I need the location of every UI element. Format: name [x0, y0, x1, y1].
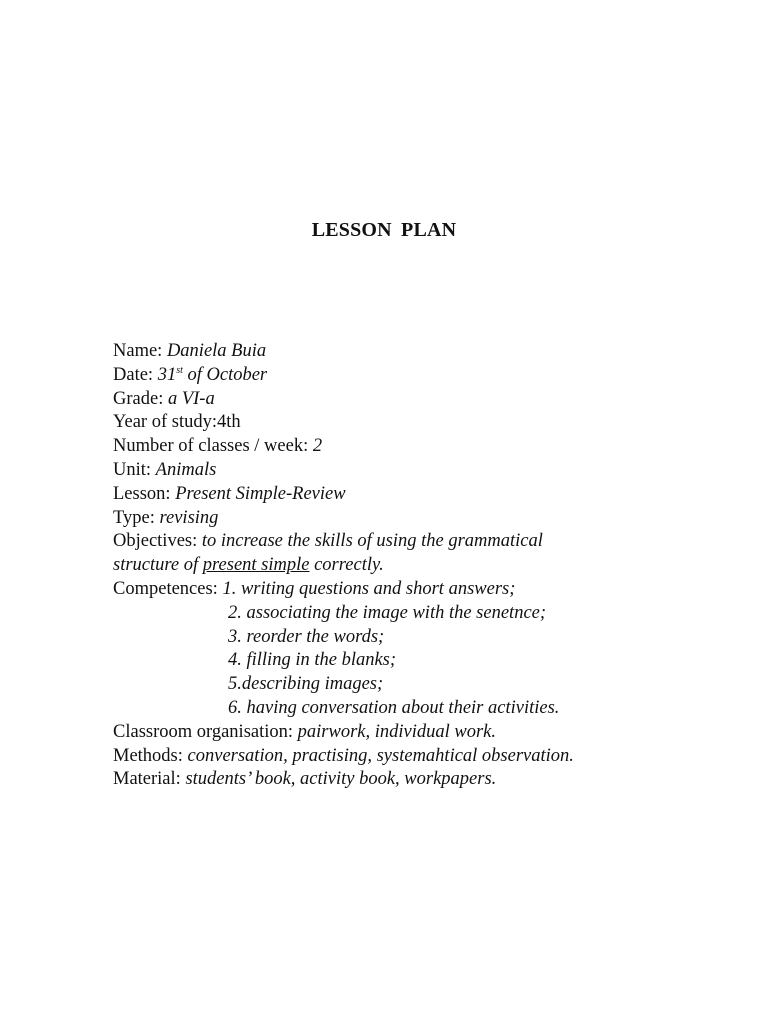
methods-row: [113, 745, 733, 769]
type-label: Type:: [113, 507, 160, 528]
methods-label: Methods:: [113, 745, 188, 766]
methods-value: conversation, practising, systemahtical observation.: [187, 745, 574, 766]
competence-item: 4. filling in the blanks;: [228, 650, 397, 671]
competences-label: Competences:: [113, 578, 223, 599]
date-month: of October: [182, 364, 268, 385]
objectives-row-2: [113, 554, 733, 578]
unit-label: Unit:: [113, 459, 156, 480]
date-label: Date:: [113, 364, 158, 385]
organisation-label: Classroom organisation:: [113, 721, 298, 742]
competence-item: 1. writing questions and short answers;: [222, 578, 516, 599]
unit-value: Animals: [155, 459, 217, 480]
year-row: Year of study:4th: [113, 412, 241, 433]
date-suffix: st: [176, 364, 183, 376]
lesson-details: [113, 340, 733, 792]
organisation-row: [113, 721, 733, 745]
objectives-row: [113, 530, 733, 554]
classes-label: Number of classes / week:: [113, 436, 313, 457]
competence-item: 6. having conversation about their activities.: [228, 697, 560, 718]
date-day: 31: [157, 364, 177, 385]
classes-value: 2: [312, 436, 323, 457]
material-value: students’ book, activity book, workpapers.: [185, 769, 497, 790]
type-row: [113, 507, 733, 531]
objectives-label: Objectives:: [113, 531, 202, 552]
competences-row: [113, 578, 733, 602]
grade-row: [113, 388, 733, 412]
date-row: [113, 364, 733, 388]
competence-item: 5.describing images;: [228, 674, 384, 695]
grade-label: Grade:: [113, 388, 168, 409]
type-value: revising: [159, 507, 219, 528]
name-row: [113, 340, 733, 364]
material-label: Material:: [113, 769, 186, 790]
name-label: Name:: [113, 341, 167, 361]
objectives-line2-start: structure of: [113, 555, 203, 576]
name-value: Daniela Buia: [166, 341, 267, 361]
lesson-label: Lesson:: [113, 483, 176, 504]
material-row: [113, 768, 733, 792]
lesson-value: Present Simple-Review: [175, 483, 346, 504]
objectives-line2-end: correctly.: [309, 555, 384, 576]
unit-row: [113, 459, 733, 483]
objectives-line1: to increase the skills of using the grammatical: [201, 531, 543, 552]
competence-item: 2. associating the image with the senetnce;: [228, 602, 547, 623]
lesson-row: [113, 483, 733, 507]
organisation-value: pairwork, individual work.: [297, 721, 497, 742]
grade-value: a VI-a: [167, 388, 215, 409]
competence-item: 3. reorder the words;: [228, 626, 385, 647]
classes-row: [113, 435, 733, 459]
page-title: LESSON PLAN: [311, 219, 457, 241]
objectives-underlined: present simple: [202, 555, 310, 576]
